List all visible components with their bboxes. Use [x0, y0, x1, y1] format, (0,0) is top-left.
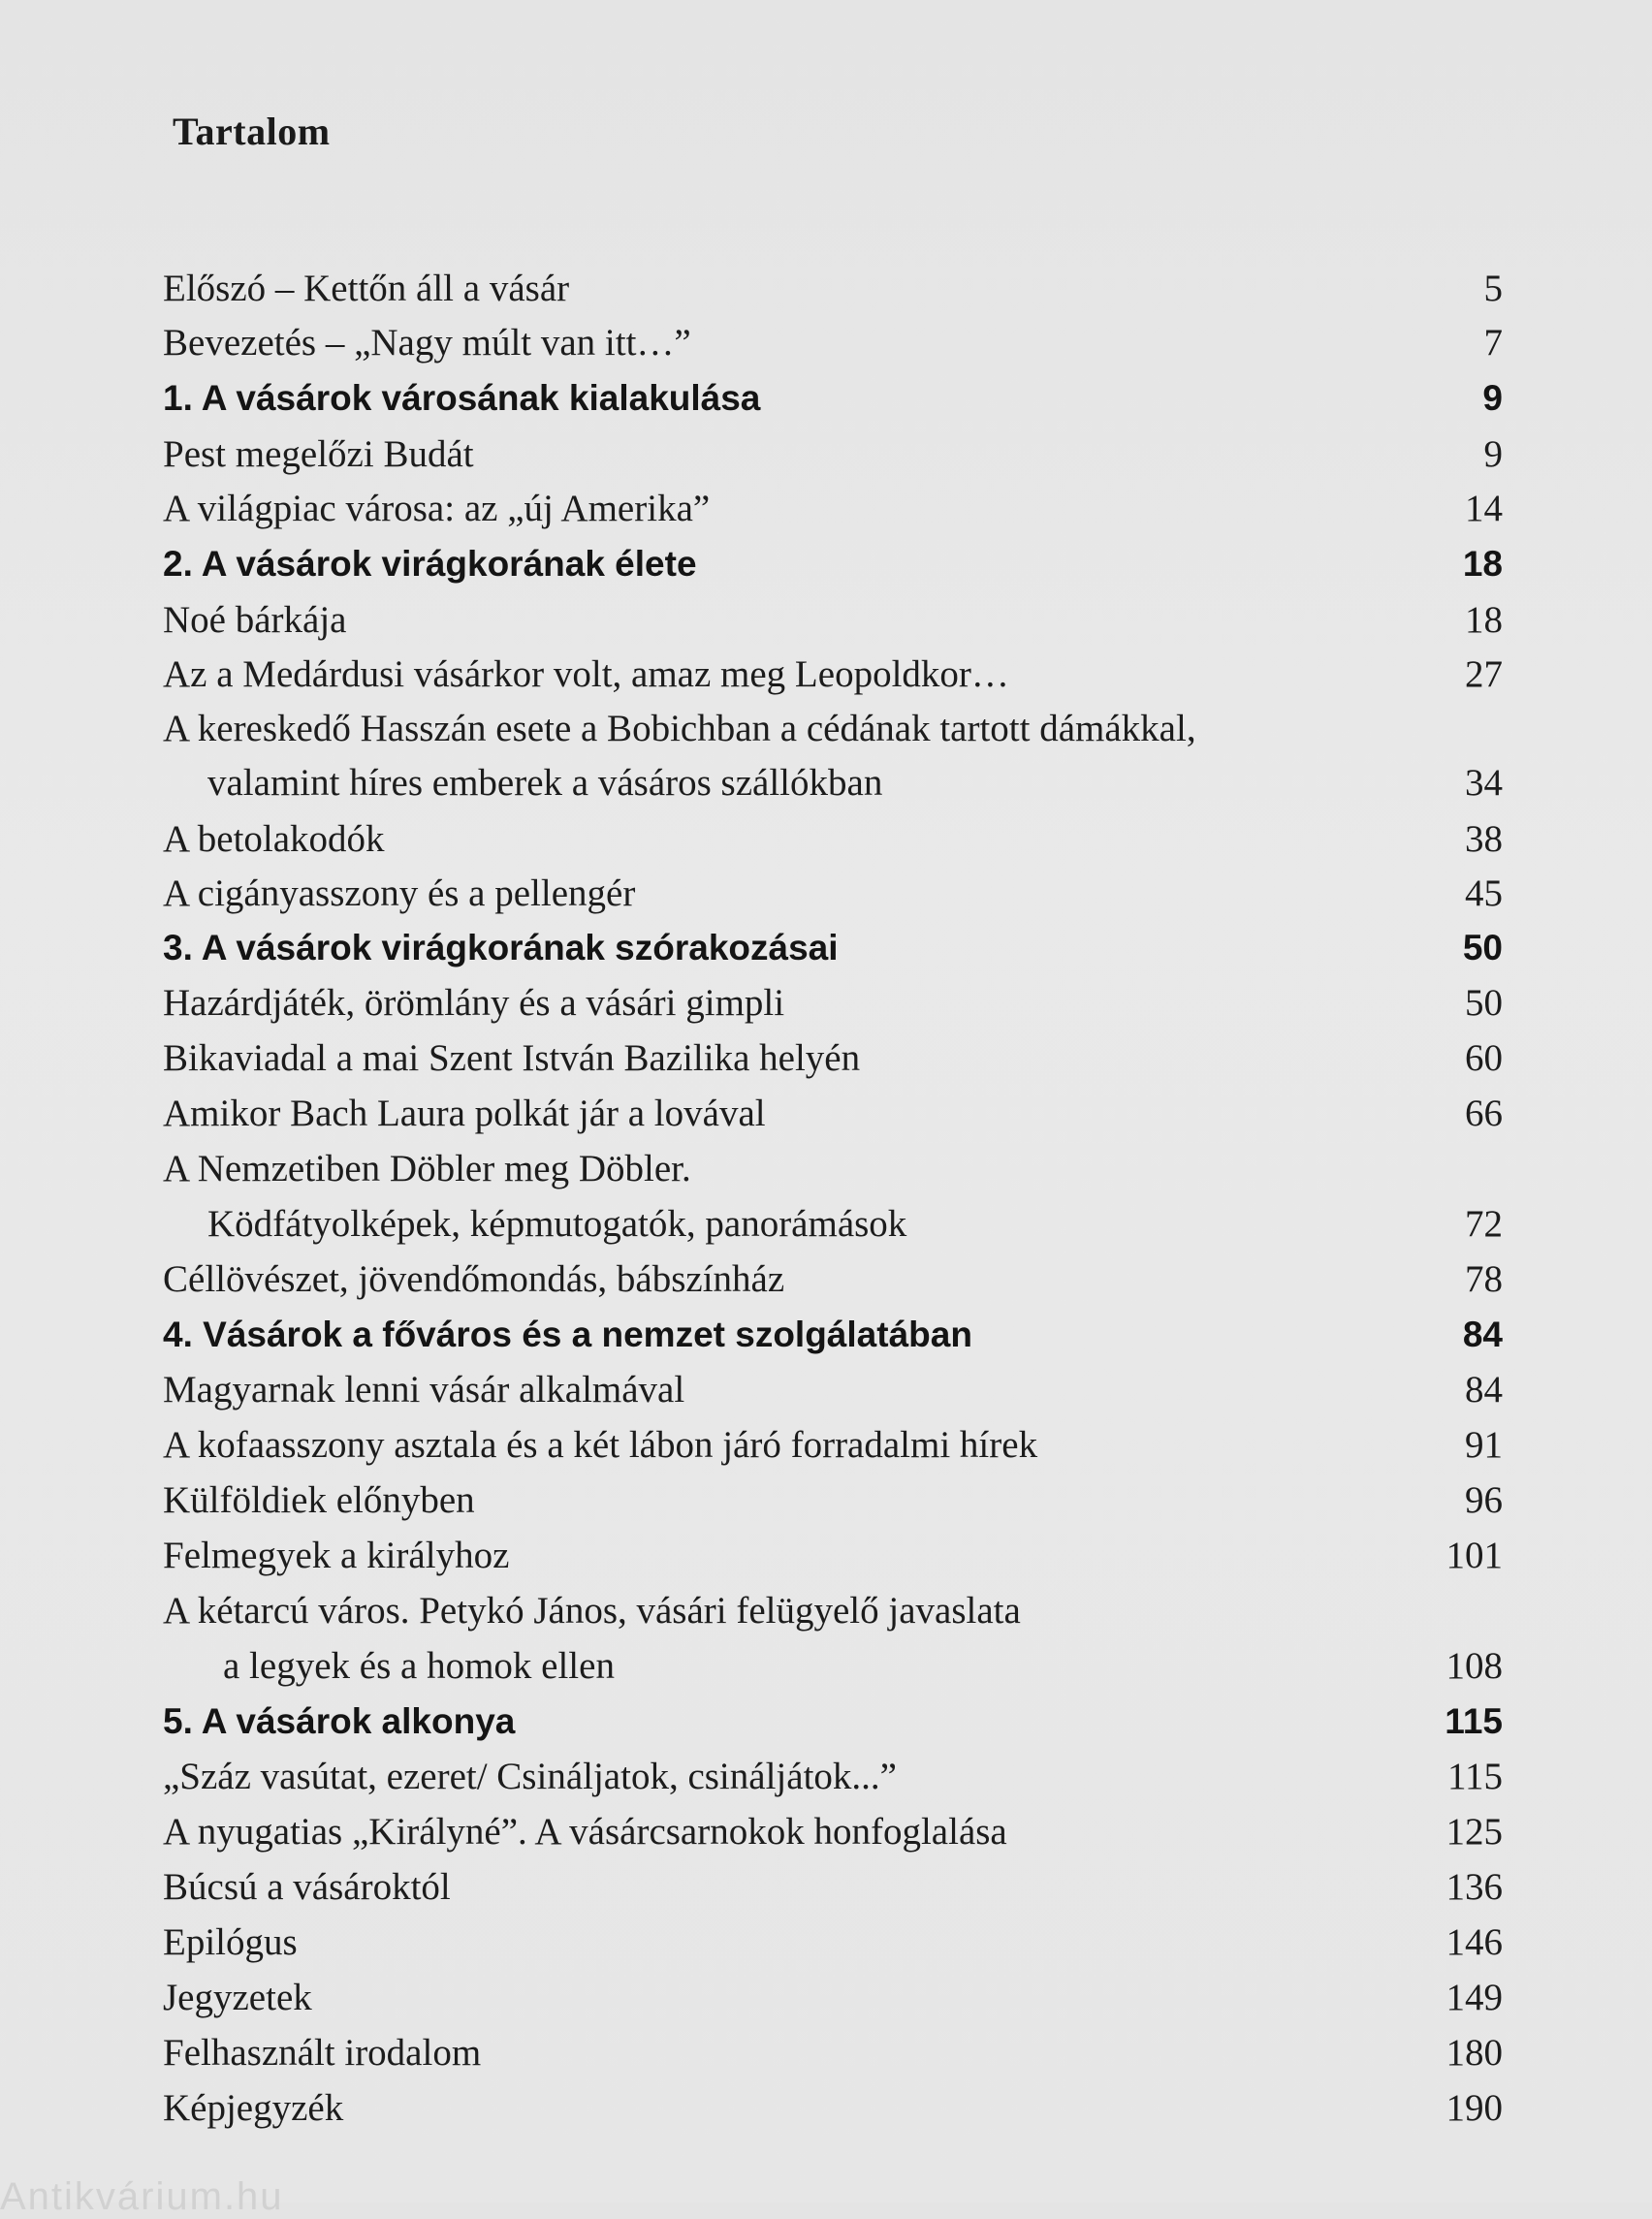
toc-entry-title: Az a Medárdusi vásárkor volt, amaz meg Leopoldkor…	[163, 653, 1009, 695]
toc-entry	[163, 1142, 1503, 1196]
toc-entry-page: 9	[1483, 433, 1503, 475]
toc-entry-page: 72	[1465, 1203, 1503, 1245]
toc-entry-title: Pest megelőzi Budát	[163, 433, 474, 475]
toc-entry-page: 5	[1483, 268, 1503, 309]
toc-chapter-page: 50	[1462, 928, 1503, 967]
toc-chapter-page: 9	[1482, 378, 1503, 418]
toc-entry	[163, 428, 1503, 482]
toc-entry-page: 50	[1465, 982, 1503, 1024]
toc-entry	[163, 1031, 1503, 1086]
toc-entry-title: Előszó – Kettőn áll a vásár	[163, 268, 570, 309]
toc-entry	[163, 812, 1503, 867]
toc-entry	[163, 1474, 1503, 1528]
toc-entry-title: Bevezetés – „Nagy múlt van itt…”	[163, 322, 691, 364]
toc-entry	[163, 1087, 1503, 1141]
toc-chapter	[163, 371, 1503, 426]
toc-entry-page: 101	[1446, 1535, 1503, 1576]
toc-entry-continuation	[163, 1197, 1503, 1252]
toc-entry-title: Magyarnak lenni vásár alkalmával	[163, 1369, 685, 1411]
toc-chapter-title: 4. Vásárok a főváros és a nemzet szolgálatában	[163, 1315, 972, 1354]
toc-entry-title: Képjegyzék	[163, 2087, 344, 2129]
toc-entry-page: 78	[1465, 1258, 1503, 1300]
toc-entry	[163, 867, 1503, 921]
toc-chapter	[163, 921, 1503, 975]
toc-entry-title: A Nemzetiben Döbler meg Döbler.	[163, 1148, 691, 1189]
toc-chapter-page: 84	[1462, 1315, 1503, 1354]
toc-entry	[163, 593, 1503, 648]
toc-entry	[163, 976, 1503, 1030]
toc-entry-title: Noé bárkája	[163, 599, 347, 641]
toc-entry-continuation	[163, 1639, 1503, 1694]
toc-entry-page: 66	[1465, 1093, 1503, 1134]
toc-entry-page: 149	[1446, 1977, 1503, 2018]
toc-entry-page: 180	[1446, 2032, 1503, 2074]
toc-entry	[163, 1916, 1503, 1970]
toc-chapter	[163, 537, 1503, 591]
toc-entry	[163, 1529, 1503, 1583]
toc-entry-page: 84	[1465, 1369, 1503, 1411]
toc-chapter-page: 18	[1462, 544, 1503, 584]
toc-entry	[163, 1584, 1503, 1638]
toc-entry-title: Céllövészet, jövendőmondás, bábszínház	[163, 1258, 785, 1300]
toc-entry	[163, 2026, 1503, 2080]
toc-chapter	[163, 1695, 1503, 1749]
toc-entry-page: 7	[1483, 322, 1503, 364]
toc-entry-page: 146	[1446, 1921, 1503, 1963]
toc-entry-page: 60	[1465, 1037, 1503, 1079]
toc-entry-title: Jegyzetek	[163, 1977, 312, 2018]
toc-entry-page: 91	[1465, 1424, 1503, 1466]
toc-entry-title: A kofaasszony asztala és a két lábon járó forradalmi hírek	[163, 1424, 1038, 1466]
toc-entry	[163, 1252, 1503, 1307]
toc-entry-title: A betolakodók	[163, 818, 385, 860]
toc-chapter-title: 3. A vásárok virágkorának szórakozásai	[163, 928, 839, 967]
toc-entry-title: valamint híres emberek a vásáros szállókban	[207, 762, 883, 804]
toc-entry-title: Epilógus	[163, 1921, 298, 1963]
toc-entry-title: A cigányasszony és a pellengér	[163, 872, 636, 914]
toc-entry	[163, 648, 1503, 702]
toc-entry-title: Hazárdjáték, örömlány és a vásári gimpli	[163, 982, 785, 1024]
toc-entry-continuation	[163, 756, 1503, 810]
toc-entry	[163, 316, 1503, 370]
toc-entry	[163, 2081, 1503, 2136]
toc-entry-page: 108	[1446, 1645, 1503, 1687]
toc-entry-title: Búcsú a vásároktól	[163, 1866, 451, 1908]
toc-chapter-title: 1. A vásárok városának kialakulása	[163, 378, 761, 418]
toc-entry-title: Felhasznált irodalom	[163, 2032, 482, 2074]
toc-entry	[163, 1363, 1503, 1417]
toc-entry	[163, 1860, 1503, 1915]
toc-entry	[163, 262, 1503, 316]
toc-entry-page: 96	[1465, 1479, 1503, 1521]
toc-entry-title: Amikor Bach Laura polkát jár a lovával	[163, 1093, 766, 1134]
toc-entry-title: Külföldiek előnyben	[163, 1479, 475, 1521]
toc-entry-title: A világpiac városa: az „új Amerika”	[163, 488, 711, 529]
toc-entry-title: A kereskedő Hasszán esete a Bobichban a cédának tartott dámákkal,	[163, 708, 1196, 749]
toc-chapter	[163, 1308, 1503, 1362]
toc-entry-page: 18	[1465, 599, 1503, 641]
toc-chapter-page: 115	[1445, 1701, 1503, 1741]
toc-chapter-title: 5. A vásárok alkonya	[163, 1701, 516, 1741]
watermark: Antikvárium.hu	[0, 2175, 284, 2218]
toc-entry-title: Ködfátyolképek, képmutogatók, panorámások	[207, 1203, 907, 1245]
toc-entry-page: 38	[1465, 818, 1503, 860]
toc-entry	[163, 1805, 1503, 1859]
toc-entry	[163, 1750, 1503, 1804]
page-title: Tartalom	[173, 110, 331, 153]
toc-entry-page: 34	[1465, 762, 1503, 804]
toc-entry-page: 14	[1465, 488, 1503, 529]
toc-entry	[163, 1971, 1503, 2025]
toc-entry-title: Bikaviadal a mai Szent István Bazilika helyén	[163, 1037, 861, 1079]
toc-entry-title: A kétarcú város. Petykó János, vásári felügyelő javaslata	[163, 1590, 1021, 1632]
toc-entry-title: „Száz vasútat, ezeret/ Csináljatok, csináljátok...”	[163, 1756, 897, 1797]
toc-entry-page: 125	[1446, 1811, 1503, 1853]
toc-entry-title: a legyek és a homok ellen	[223, 1645, 615, 1687]
toc-entry	[163, 482, 1503, 536]
toc-entry-page: 136	[1446, 1866, 1503, 1908]
toc-entry-page: 115	[1446, 1756, 1503, 1797]
toc-entry	[163, 702, 1503, 756]
toc-entry-title: A nyugatias „Királyné”. A vásárcsarnokok honfoglalása	[163, 1811, 1007, 1853]
toc-entry-title: Felmegyek a királyhoz	[163, 1535, 510, 1576]
toc-entry-page: 45	[1465, 872, 1503, 914]
toc-entry-page: 27	[1465, 653, 1503, 695]
toc-entry-page: 190	[1446, 2087, 1503, 2129]
toc-entry	[163, 1418, 1503, 1473]
toc-chapter-title: 2. A vásárok virágkorának élete	[163, 544, 697, 584]
